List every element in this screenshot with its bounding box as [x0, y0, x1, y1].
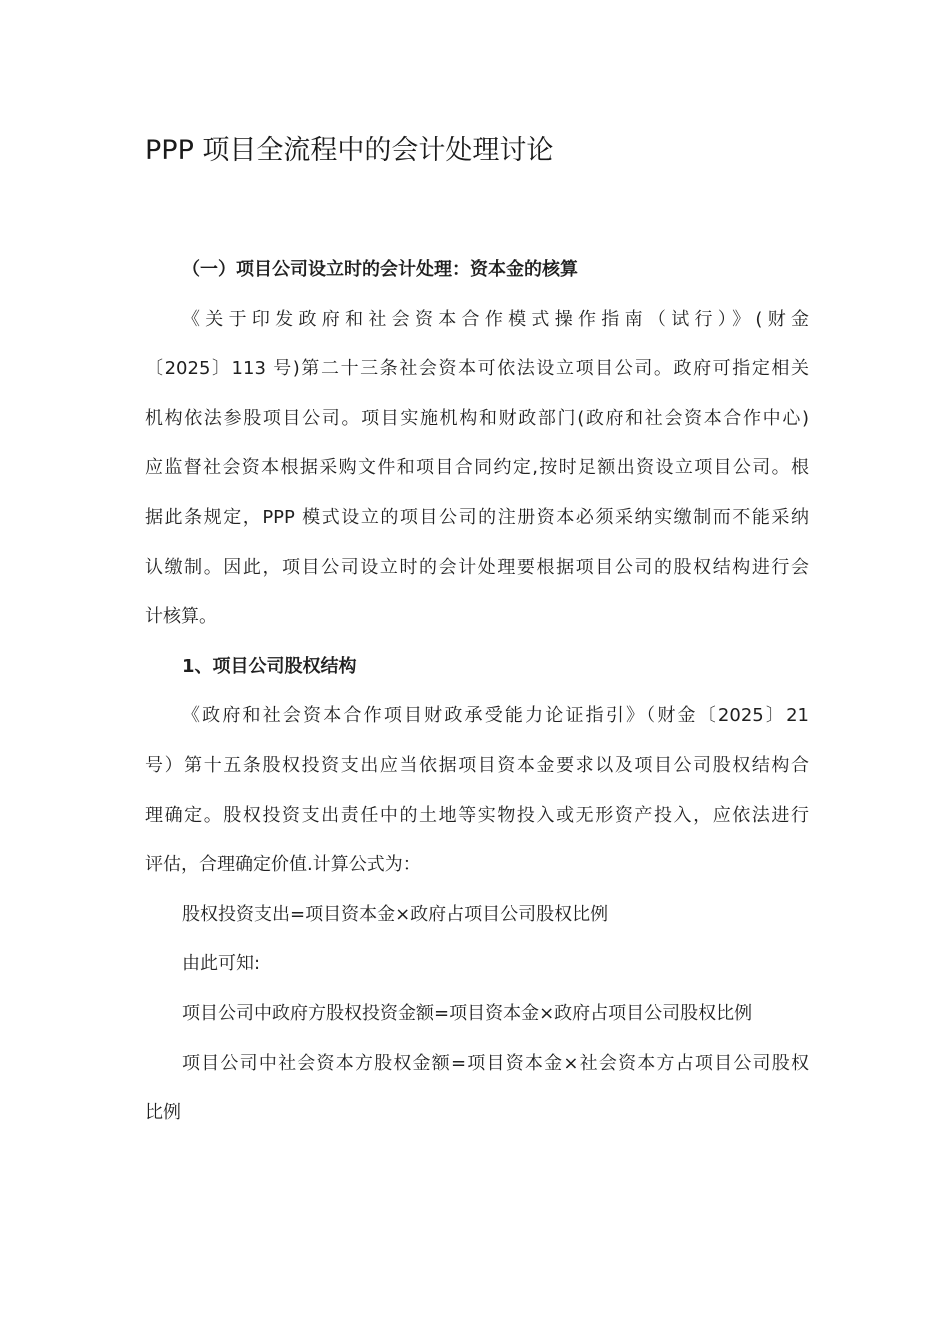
formula-line: 股权投资支出=项目资本金×政府占项目公司股权比例: [182, 903, 609, 925]
paragraph-line: 据此条规定，PPP 模式设立的项目公司的注册资本必须采纳实缴制而不能采纳: [145, 506, 809, 528]
paragraph-line: 《政府和社会资本合作项目财政承受能力论证指引》（财金〔2025〕21: [182, 705, 809, 727]
paragraph-line: 《关于印发政府和社会资本合作模式操作指南（试行）》(财金: [182, 308, 809, 330]
section-heading: （一）项目公司设立时的会计处理：资本金的核算: [182, 259, 578, 280]
paragraph-line: 比例: [145, 1102, 181, 1124]
paragraph-line: 号）第十五条股权投资支出应当依据项目资本金要求以及项目公司股权结构合: [145, 754, 809, 776]
formula-line: 项目公司中政府方股权投资金额=项目资本金×政府占项目公司股权比例: [182, 1002, 753, 1024]
paragraph-line: 计核算。: [145, 606, 217, 628]
paragraph-line: 应监督社会资本根据采购文件和项目合同约定,按时足额出资设立项目公司。根: [145, 457, 809, 479]
formula-line: 项目公司中社会资本方股权金额=项目资本金×社会资本方占项目公司股权: [182, 1052, 809, 1074]
paragraph-line: 认缴制。因此，项目公司设立时的会计处理要根据项目公司的股权结构进行会: [145, 556, 809, 578]
paragraph-line: 机构依法参股项目公司。项目实施机构和财政部门(政府和社会资本合作中心): [145, 407, 809, 429]
document-title: PPP 项目全流程中的会计处理讨论: [145, 135, 554, 166]
subsection-heading: 1、项目公司股权结构: [182, 655, 357, 677]
paragraph-line: 评估，合理确定价值.计算公式为：: [145, 854, 421, 876]
paragraph-line: 理确定。股权投资支出责任中的土地等实物投入或无形资产投入，应依法进行: [145, 804, 809, 826]
paragraph-line: 〔2025〕113 号)第二十三条社会资本可依法设立项目公司。政府可指定相关: [145, 358, 809, 380]
document-body: [145, 245, 809, 1138]
paragraph-line: 由此可知:: [182, 953, 261, 975]
